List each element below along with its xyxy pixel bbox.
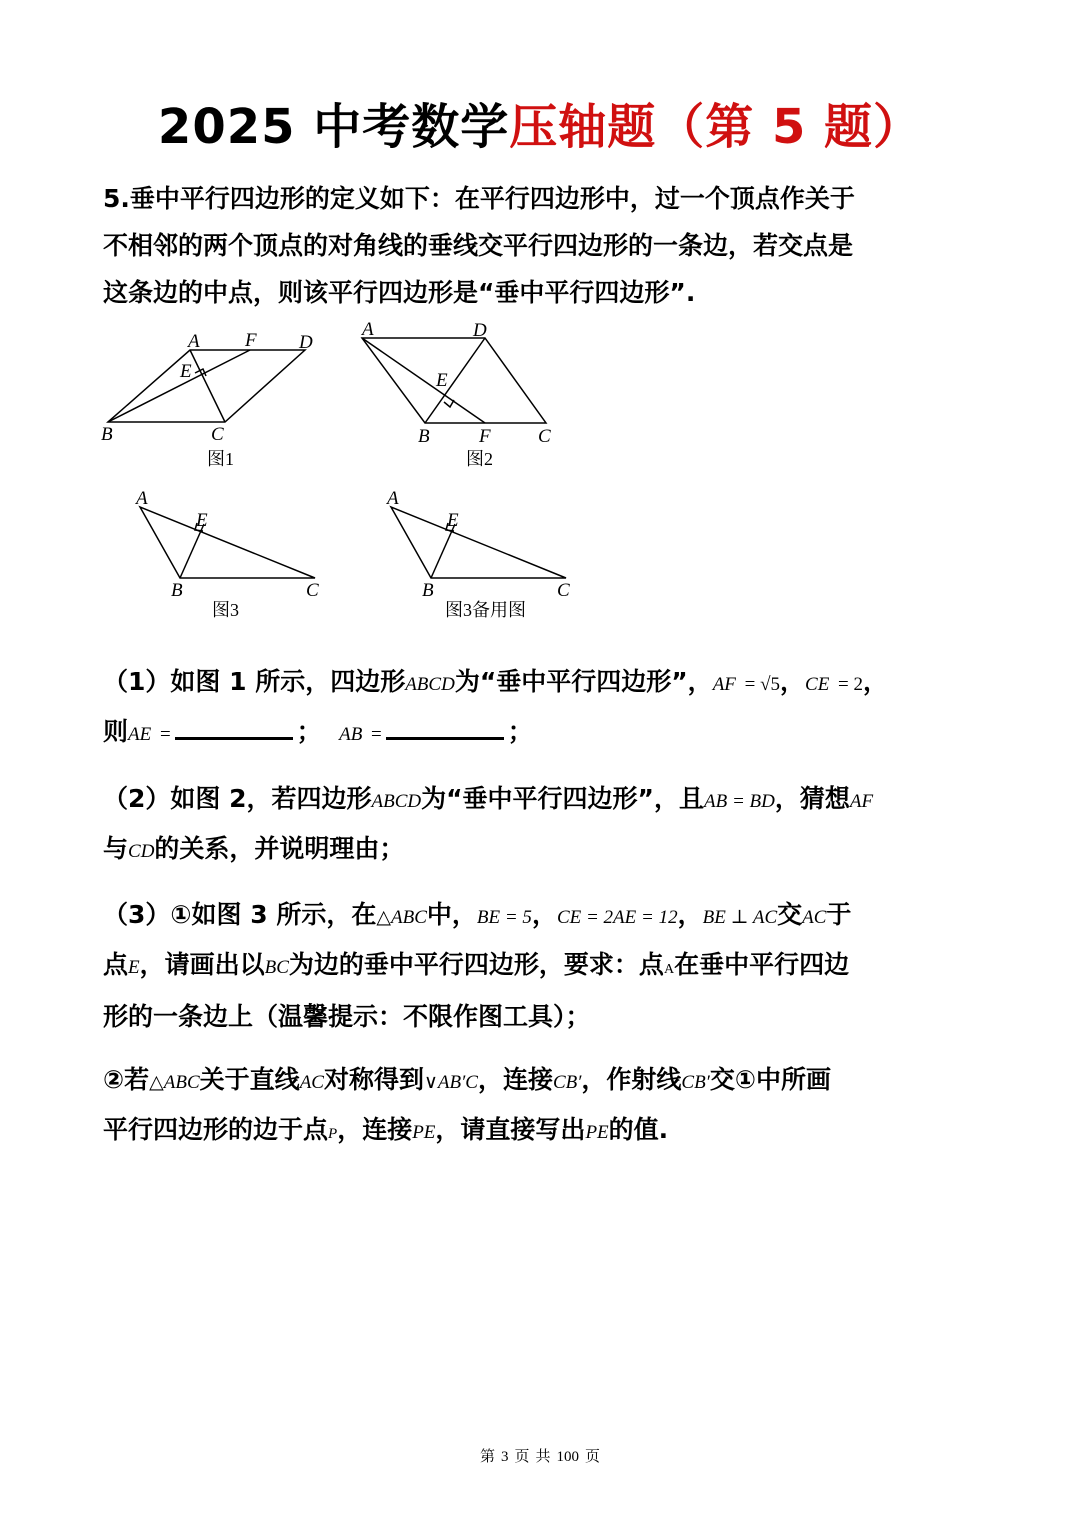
- fig2-segment-af: [362, 338, 485, 423]
- q3b-text-1: ②若: [103, 1065, 150, 1094]
- q1-math-ae-eq: =: [159, 724, 171, 745]
- q1-line-1: [103, 658, 983, 708]
- q2-math-abcd: ABCD: [371, 791, 422, 812]
- fig2-label-a: A: [362, 319, 374, 340]
- q3b-text-8: ，连接: [337, 1115, 413, 1144]
- figure-3-backup: [381, 488, 591, 626]
- fig3-altitude-be: [180, 524, 204, 578]
- fig1-label-e: E: [180, 361, 192, 382]
- fig2-parallelogram: [362, 338, 546, 423]
- q3-text-9: 为边的垂中平行四边形，要求：点: [288, 950, 664, 979]
- q3-math-triangle: △ABC: [376, 907, 427, 928]
- footer-text-2: 页: [514, 1449, 530, 1465]
- fig3-label-c: C: [306, 580, 319, 601]
- fig1-caption: 图1: [207, 449, 234, 469]
- q3b-math-p: P: [328, 1126, 338, 1142]
- q3b-math-pe2: PE: [585, 1122, 609, 1143]
- q3-math-perp: BE ⊥ AC: [702, 907, 778, 928]
- q2-text-4: 与: [103, 834, 129, 863]
- fig2-diagonal-bd: [425, 338, 485, 423]
- q3-math-be: BE = 5: [476, 907, 532, 928]
- question-3: [103, 891, 983, 1040]
- fig3b-triangle: [391, 507, 566, 578]
- fig3-triangle: [140, 507, 315, 578]
- q3-line-3: 形的一条边上（温馨提示：不限作图工具）；: [103, 1002, 591, 1031]
- q1-math-ae: AE: [128, 724, 152, 745]
- q3b-text-4: ，连接: [477, 1065, 553, 1094]
- q3-math-a: A: [663, 962, 675, 977]
- q3-math-ce: CE = 2AE = 12: [556, 907, 678, 928]
- question-3-part-2: [103, 1056, 983, 1158]
- fig1-label-a: A: [188, 331, 200, 352]
- figure-2: [352, 318, 562, 475]
- fig2-label-c: C: [538, 426, 551, 447]
- fig2-label-e: E: [436, 370, 448, 391]
- fig3-label-b: B: [171, 580, 183, 601]
- q1-math-abcd: ABCD: [405, 674, 455, 695]
- answer-blank-ae[interactable]: [175, 715, 293, 740]
- q3-line-2: [103, 941, 983, 993]
- footer-text-3: 共: [535, 1449, 551, 1465]
- q2-math-ab-bd: AB = BD: [703, 791, 775, 812]
- q1-text-1: （1）如图 1 所示，四边形: [103, 667, 406, 696]
- answer-blank-ab[interactable]: [386, 715, 504, 740]
- q3-text-2: 中，: [426, 900, 477, 929]
- q1-math-ce-value: = 2: [838, 674, 864, 695]
- fig3-caption: 图3: [212, 600, 239, 620]
- q2-line-2: [103, 825, 983, 875]
- fig1-label-f: F: [245, 330, 257, 351]
- q3-text-8: ，请画出以: [139, 950, 265, 979]
- q1-math-af: AF: [712, 674, 736, 695]
- q3b-math-triangle: △ABC: [149, 1072, 200, 1093]
- fig2-caption: 图2: [466, 449, 493, 469]
- intro-line-2: 不相邻的两个顶点的对角线的垂线交平行四边形的一条边，若交点是: [103, 231, 854, 260]
- intro-line-1: 5.垂中平行四边形的定义如下：在平行四边形中，过一个顶点作关于: [103, 184, 855, 213]
- fig3b-label-c: C: [557, 580, 570, 601]
- footer-text-1: 第: [479, 1449, 495, 1465]
- q3b-math-cb1: CB′: [552, 1072, 582, 1093]
- footer-page-number: 3: [500, 1449, 509, 1465]
- q3-math-bc: BC: [264, 957, 289, 978]
- q2-math-af: AF: [849, 791, 874, 812]
- q1-math-ab: AB: [339, 724, 363, 745]
- q2-text-1: （2）如图 2，若四边形: [103, 784, 372, 813]
- fig1-label-b: B: [101, 424, 113, 445]
- title-black: 2025 中考数学: [157, 99, 510, 155]
- fig3-label-a: A: [136, 488, 148, 509]
- q1-text-3: ，: [780, 667, 806, 696]
- fig2-label-d: D: [473, 320, 487, 341]
- q1-math-af-value: = √5: [744, 674, 781, 695]
- intro-line-3: 这条边的中点，则该平行四边形是“垂中平行四边形”.: [103, 278, 696, 307]
- q1-text-2: 为“垂中平行四边形”，: [454, 667, 713, 696]
- q3b-text-9: ，请直接写出: [435, 1115, 586, 1144]
- fig3b-caption: 图3备用图: [445, 600, 526, 620]
- q2-text-3: ，猜想: [774, 784, 850, 813]
- q3-line-1: [103, 891, 983, 941]
- q3-math-e: E: [128, 957, 140, 978]
- figure-3: [130, 488, 340, 626]
- q1-math-ce: CE: [805, 674, 830, 695]
- fig3b-label-b: B: [422, 580, 434, 601]
- intro-text: [103, 175, 983, 316]
- q1-math-ab-eq: =: [371, 724, 382, 745]
- q3b-line-1: [103, 1056, 983, 1106]
- q3-text-1: （3）①如图 3 所示，在: [103, 900, 377, 929]
- figure-1: [95, 325, 335, 475]
- fig3-label-e: E: [196, 510, 208, 531]
- fig3b-label-a: A: [387, 488, 399, 509]
- footer-text-4: 页: [585, 1449, 601, 1465]
- q2-text-5: 的关系，并说明理由；: [154, 834, 405, 863]
- footer-total-pages: 100: [556, 1449, 580, 1465]
- q3b-text-7: 平行四边形的边于点: [103, 1115, 329, 1144]
- fig1-label-c: C: [211, 424, 224, 445]
- q3b-text-5: ，作射线: [581, 1065, 682, 1094]
- q3-text-3: ，: [531, 900, 557, 929]
- q3-text-6: 于: [826, 900, 852, 929]
- question-2: [103, 775, 983, 875]
- q1-text-5: 则: [103, 717, 129, 746]
- q3-text-7: 点: [103, 950, 129, 979]
- q3b-math-cb2: CB′: [681, 1072, 710, 1093]
- page-title: [0, 88, 1080, 157]
- q2-line-1: [103, 775, 983, 825]
- q3b-line-2: [103, 1106, 983, 1158]
- q3-text-10: 在垂中平行四边: [674, 950, 850, 979]
- q3b-text-3: 对称得到: [323, 1065, 424, 1094]
- q3-text-5: 交: [777, 900, 803, 929]
- fig1-parallelogram: [108, 350, 305, 422]
- fig3b-altitude-be: [431, 524, 455, 578]
- q3b-math-ac: AC: [299, 1072, 324, 1093]
- q3b-text-2: 关于直线: [199, 1065, 300, 1094]
- q2-math-cd: CD: [128, 841, 155, 862]
- q3b-text-6: 交①中所画: [709, 1065, 832, 1094]
- fig3b-label-e: E: [447, 510, 459, 531]
- fig2-label-f: F: [479, 426, 491, 447]
- q1-text-4: ，: [863, 667, 889, 696]
- q3b-text-10: 的值.: [608, 1115, 669, 1144]
- fig2-label-b: B: [418, 426, 430, 447]
- fig1-label-d: D: [299, 332, 313, 353]
- q3-math-ac: AC: [802, 907, 827, 928]
- q3b-math-pe1: PE: [412, 1122, 436, 1143]
- q1-text-7: ；: [507, 717, 533, 746]
- page-footer: [0, 1445, 1080, 1466]
- q3-text-4: ，: [677, 900, 703, 929]
- q1-line-2: [103, 708, 983, 758]
- q3b-math-reflected: ∨AB′C: [423, 1072, 478, 1093]
- fig1-diagonal-ac: [190, 350, 225, 422]
- title-red: 压轴题（第 5 题）: [509, 99, 923, 155]
- q1-text-6: ；: [296, 717, 322, 746]
- fig1-segment-bf: [108, 350, 250, 422]
- q2-text-2: 为“垂中平行四边形”，且: [421, 784, 704, 813]
- question-1: [103, 658, 983, 758]
